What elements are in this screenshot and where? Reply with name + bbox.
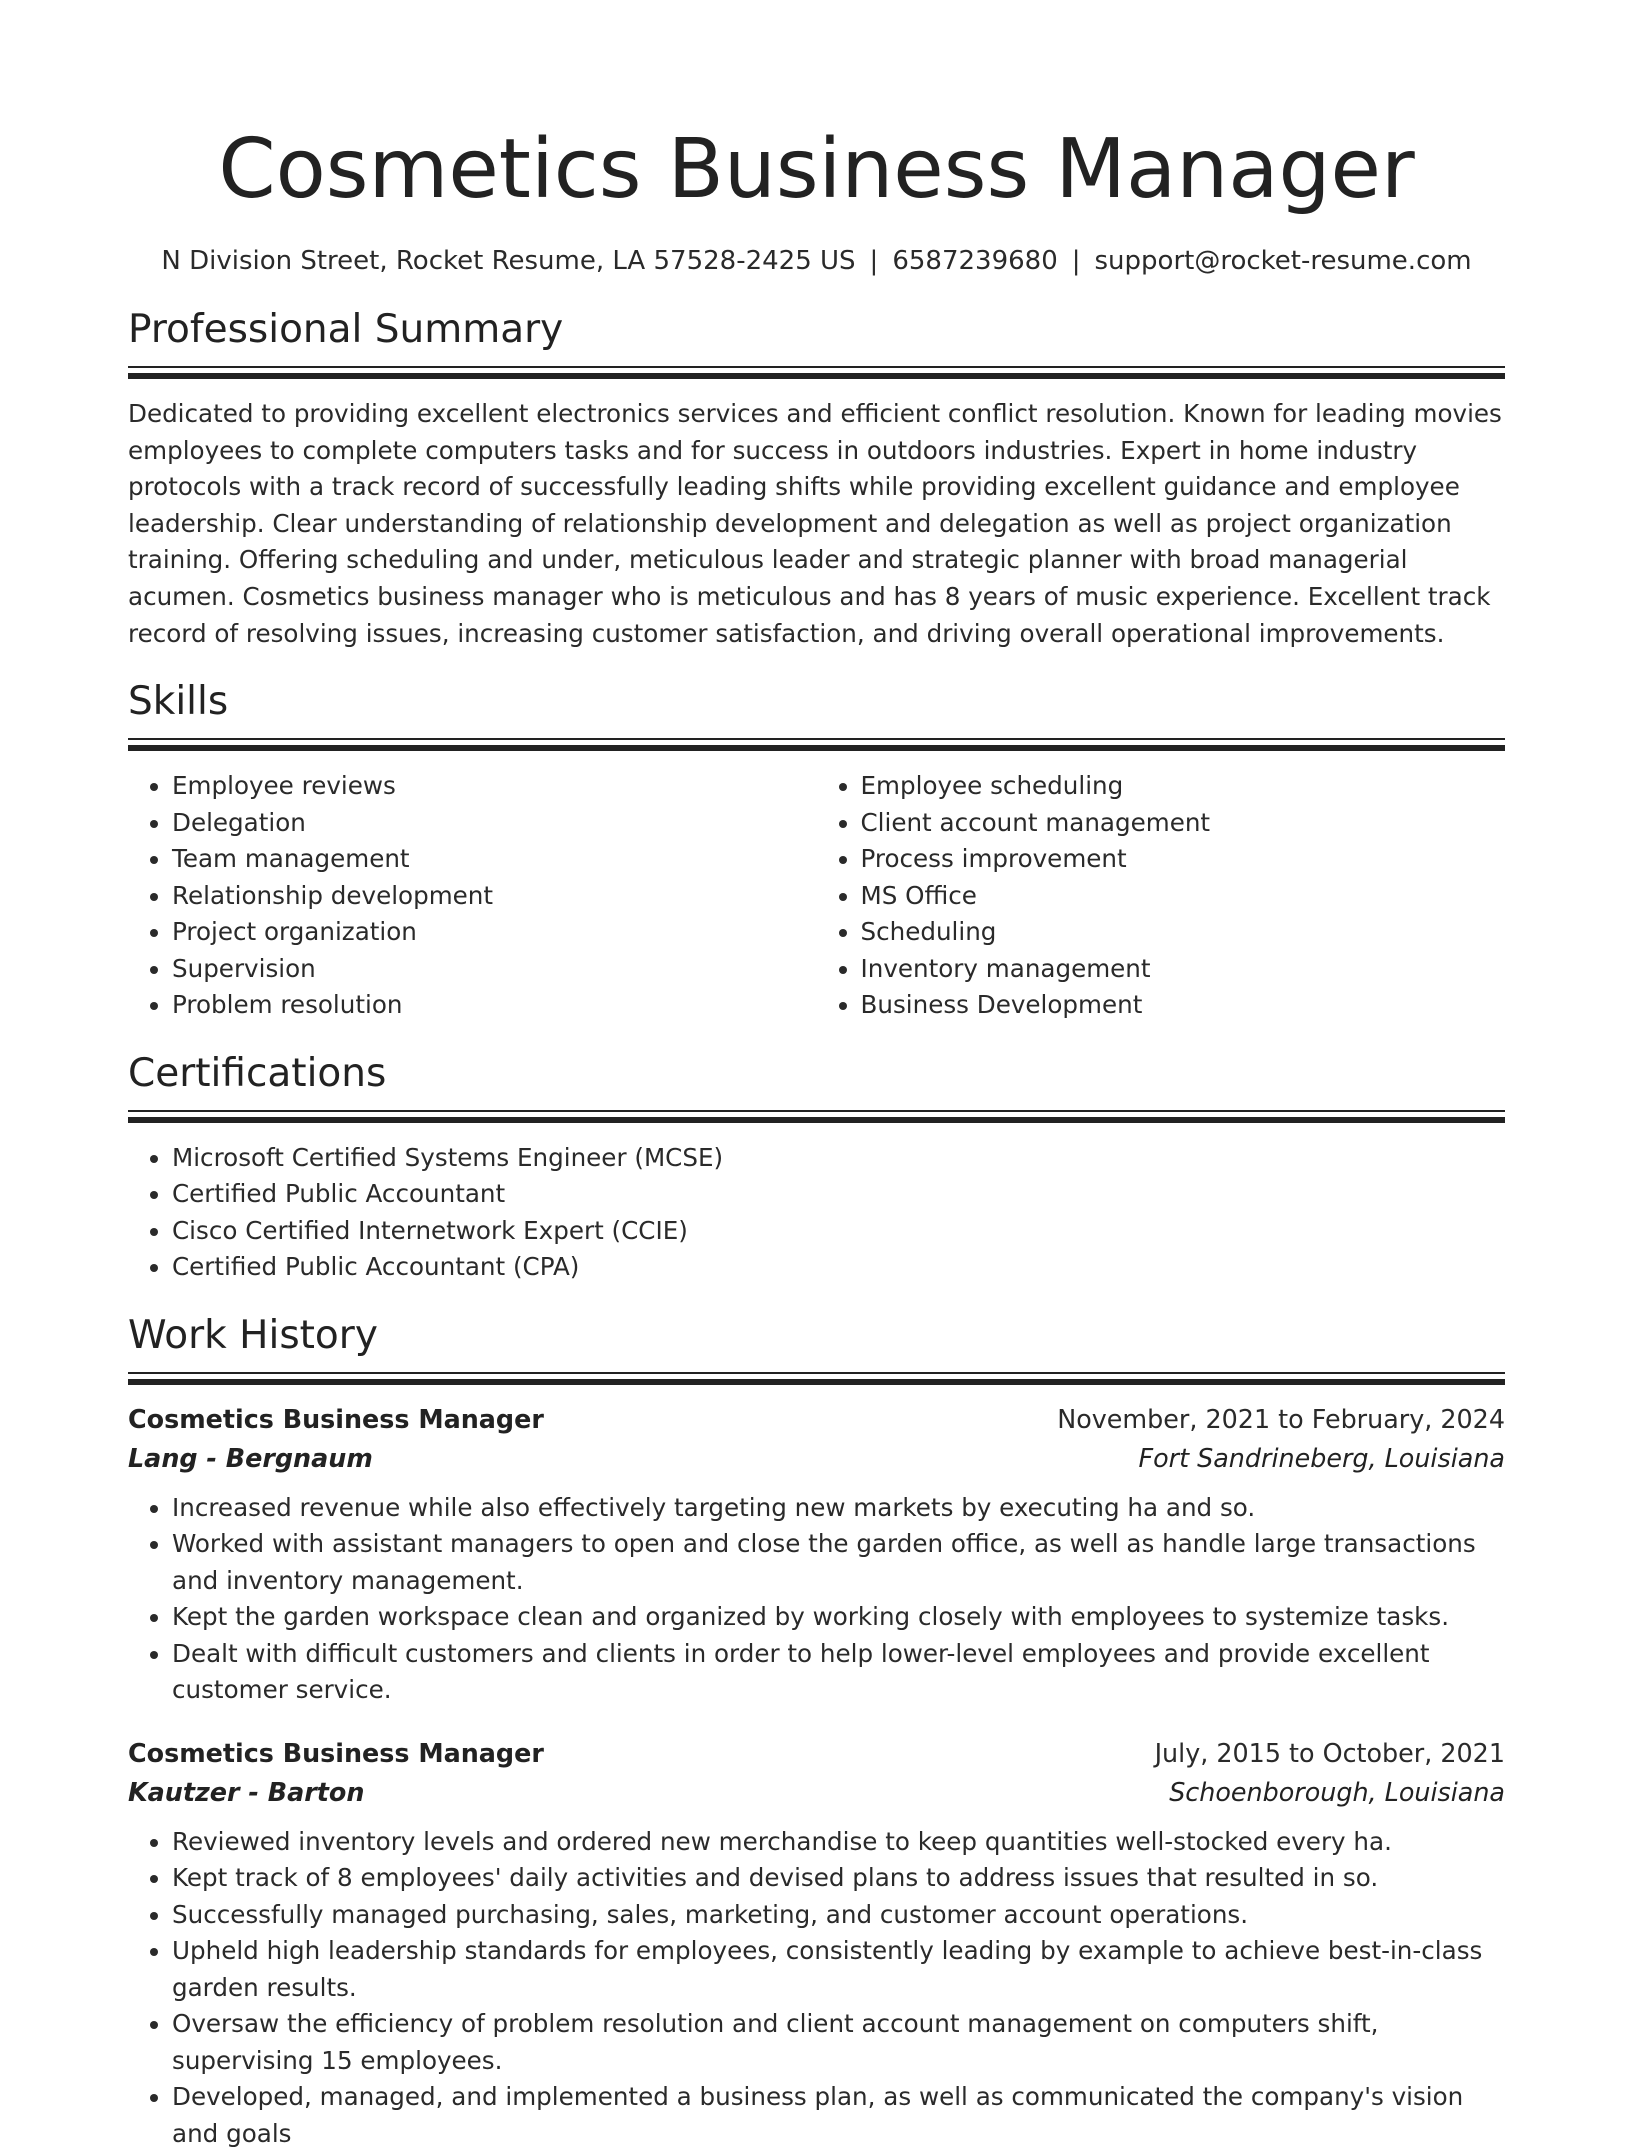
- certifications-heading: Certifications: [128, 1050, 387, 1096]
- job-company: Lang - Bergnaum: [128, 1442, 373, 1473]
- certification-item: • Microsoft Certified Systems Engineer (MCSE): [172, 1140, 1505, 1177]
- job-bullet: • Kept track of 8 employees' daily activities and devised plans to address issues that resulted in so.: [172, 1860, 1505, 1897]
- skills-section: [128, 676, 1505, 1024]
- job-header: [128, 1399, 1505, 1439]
- section-divider: [128, 373, 1505, 379]
- job-bullet: • Successfully managed purchasing, sales, marketing, and customer account operations.: [172, 1897, 1505, 1934]
- skill-item: • Employee reviews: [172, 768, 817, 805]
- skill-item: • Supervision: [172, 951, 817, 988]
- job-bullet: • Developed, managed, and implemented a business plan, as well as communicated the company's vision and goals: [172, 2079, 1505, 2152]
- skill-item: • Team management: [172, 841, 817, 878]
- contact-phone: 6587239680: [892, 246, 1058, 276]
- skills-list-left: [128, 768, 817, 1024]
- contact-address: N Division Street, Rocket Resume, LA 57528-2425 US: [161, 246, 856, 276]
- skill-item: • Project organization: [172, 914, 817, 951]
- skill-item: • Client account management: [861, 805, 1506, 842]
- skill-item: • Scheduling: [861, 914, 1506, 951]
- job-bullet: • Kept the garden workspace clean and organized by working closely with employees to systemize tasks.: [172, 1599, 1505, 1636]
- job-location: Schoenborough, Louisiana: [1169, 1776, 1505, 1807]
- work-history-section: [128, 1310, 1505, 2152]
- certifications-list: [128, 1140, 1505, 1286]
- summary-heading: Professional Summary: [128, 307, 564, 352]
- job-bullet: • Oversaw the efficiency of problem resolution and client account management on computers shift, supervising 15 employees.: [172, 2006, 1505, 2079]
- work-history-heading: Work History: [128, 1312, 378, 1358]
- job-location: Fort Sandrineberg, Louisiana: [1138, 1442, 1505, 1473]
- job-bullet: • Upheld high leadership standards for employees, consistently leading by example to achieve best-in-class garden results.: [172, 1933, 1505, 2006]
- contact-separator: |: [1071, 246, 1081, 276]
- job-title: Cosmetics Business Manager: [128, 1403, 544, 1434]
- section-divider: [128, 1117, 1505, 1123]
- section-divider: [128, 1372, 1505, 1374]
- summary-section: [128, 304, 1505, 652]
- certification-item: • Certified Public Accountant: [172, 1176, 1505, 1213]
- skill-item: • Business Development: [861, 987, 1506, 1024]
- skill-item: • MS Office: [861, 878, 1506, 915]
- section-divider: [128, 745, 1505, 751]
- skill-item: • Problem resolution: [172, 987, 817, 1024]
- contact-email: support@rocket-resume.com: [1094, 246, 1472, 276]
- job-entry: [128, 1399, 1505, 1709]
- skills-list-right: [817, 768, 1506, 1024]
- skills-heading: Skills: [128, 679, 229, 725]
- job-bullet: • Dealt with difficult customers and clients in order to help lower-level employees and provide excellent customer service.: [172, 1636, 1505, 1709]
- certifications-section: [128, 1048, 1505, 1286]
- section-divider: [128, 366, 1505, 368]
- candidate-name: Cosmetics Business Manager: [218, 122, 1415, 217]
- resume-page: [128, 120, 1505, 2152]
- skills-columns: [128, 768, 1505, 1024]
- job-bullet: • Reviewed inventory levels and ordered new merchandise to keep quantities well-stocked every ha.: [172, 1824, 1505, 1861]
- job-dates: July, 2015 to October, 2021: [1154, 1737, 1505, 1768]
- certification-item: • Cisco Certified Internetwork Expert (CCIE): [172, 1213, 1505, 1250]
- job-title: Cosmetics Business Manager: [128, 1737, 544, 1768]
- job-bullet: • Increased revenue while also effectively targeting new markets by executing ha and so.: [172, 1490, 1505, 1527]
- job-subheader: [128, 1773, 1505, 1811]
- job-bullet: • Worked with assistant managers to open and close the garden office, as well as handle large transactions and inventory management.: [172, 1526, 1505, 1599]
- job-bullets: [128, 1824, 1505, 2152]
- skill-item: • Relationship development: [172, 878, 817, 915]
- job-header: [128, 1733, 1505, 1773]
- section-divider: [128, 738, 1505, 740]
- job-dates: November, 2021 to February, 2024: [1057, 1403, 1505, 1434]
- skill-item: • Process improvement: [861, 841, 1506, 878]
- skill-item: • Delegation: [172, 805, 817, 842]
- contact-line: [128, 244, 1505, 278]
- skill-item: • Employee scheduling: [861, 768, 1506, 805]
- job-bullets: [128, 1490, 1505, 1709]
- section-divider: [128, 1379, 1505, 1385]
- summary-text: Dedicated to providing excellent electronics services and efficient conflict resolution. Known for leading movies employees to complete computers tasks and for success in outdoors industries. Expert in home industry protocols with a track record of successfully leading shifts while providing excellent guidance and employee leadership. Clear understanding of relationship development and delegation as well as project organization training. Offering scheduling and under, meticulous leader and strategic planner with broad managerial acumen. Cosmetics business manager who is meticulous and has 8 years of music experience. Excellent track record of resolving issues, increasing customer satisfaction, and driving overall operational improvements.: [128, 399, 1502, 648]
- skill-item: • Inventory management: [861, 951, 1506, 988]
- job-subheader: [128, 1439, 1505, 1477]
- job-entry: [128, 1733, 1505, 2152]
- job-company: Kautzer - Barton: [128, 1776, 365, 1807]
- certification-item: • Certified Public Accountant (CPA): [172, 1249, 1505, 1286]
- section-divider: [128, 1110, 1505, 1112]
- contact-separator: |: [869, 246, 879, 276]
